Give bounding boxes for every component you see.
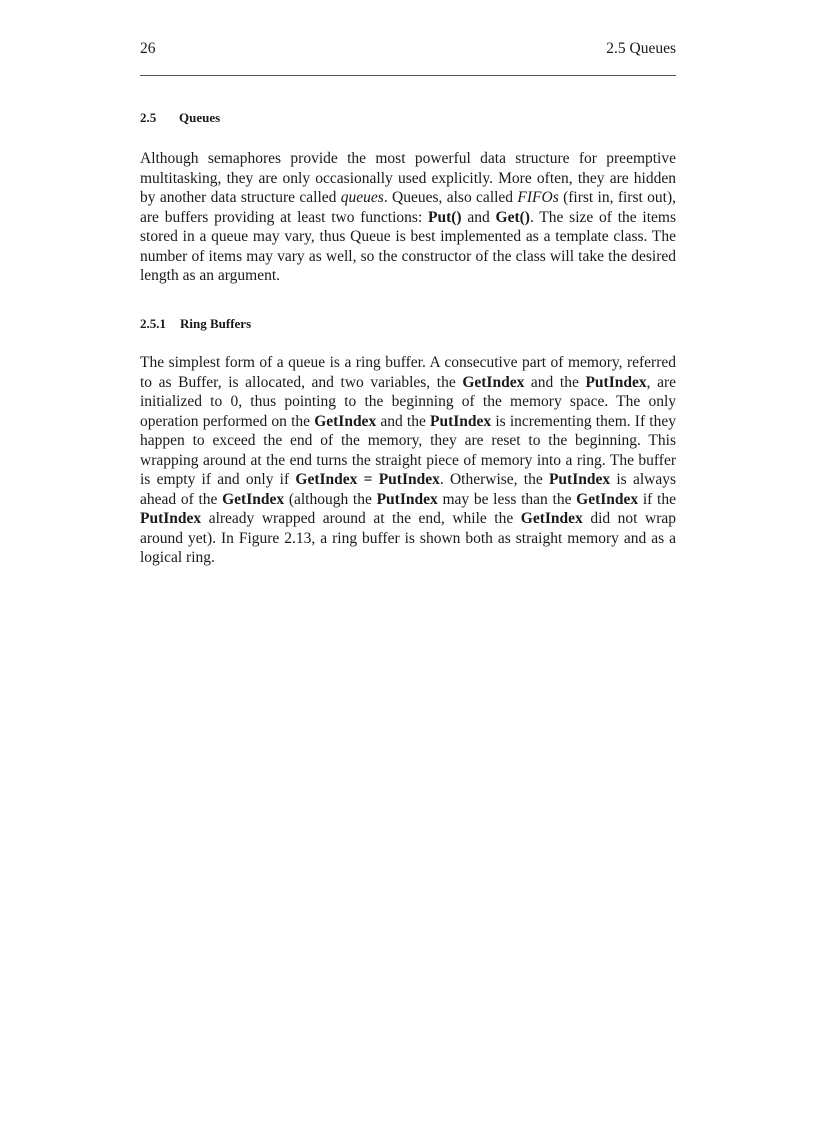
bold-term: GetIndex <box>576 490 639 508</box>
subsection-number: 2.5.1 <box>140 316 166 331</box>
subsection-title: Ring Buffers <box>180 316 252 331</box>
paragraph-text: if the <box>638 490 676 508</box>
bold-term: GetIndex <box>314 412 377 430</box>
italic-term: FIFOs <box>517 189 559 206</box>
bold-term: PutIndex <box>548 471 611 488</box>
section-heading <box>140 110 220 126</box>
paragraph-text: already wrapped around at the end, while the <box>201 510 521 527</box>
subsection-paragraph <box>140 353 676 568</box>
subsection-heading <box>140 316 251 332</box>
bold-term: PutIndex <box>376 490 438 508</box>
running-header <box>140 40 676 62</box>
section-title: Queues <box>179 110 221 125</box>
paragraph-text: and the <box>524 373 586 391</box>
paragraph-text: may be less than the <box>437 490 577 508</box>
bold-term: GetIndex <box>222 490 285 508</box>
paragraph-text: did not wrap around yet). In Figure 2.13, a ring buffer is shown both as straight memory and as a logical ring. <box>140 510 676 566</box>
section-paragraph <box>140 149 676 286</box>
bold-term: Get() <box>495 208 530 226</box>
section-number: 2.5 <box>140 110 157 125</box>
bold-term: GetIndex = PutIndex <box>295 471 440 488</box>
bold-term: Put() <box>428 208 462 226</box>
paragraph-text: (although the <box>284 490 377 508</box>
paragraph-text: . The size of the items stored in a queue may vary, thus Queue is best implemented as a template class. The number of items may vary as well, so the constructor of the class will take the desired length as an argument. <box>140 208 676 284</box>
paragraph-text: and the <box>376 412 430 430</box>
header-rule <box>140 75 676 76</box>
bold-term: GetIndex <box>520 510 583 527</box>
paragraph-text: . Otherwise, the <box>439 471 549 488</box>
bold-term: PutIndex <box>140 510 202 527</box>
bold-term: PutIndex <box>585 373 647 391</box>
paragraph-text: . Queues, also called <box>383 189 518 206</box>
italic-term: queues <box>340 189 384 206</box>
paragraph-text: is incrementing them. If they happen to exceed the end of the memory, they are reset to the beginning. This wrapping around at the end turns the straight piece of memory into a ring. The buffer is empty if and only if <box>140 412 676 488</box>
paragraph-text: The simplest form of a queue is a ring buffer. A consecutive part of memory, referred to as Buffer, is allocated, and two variables, the <box>140 354 676 391</box>
running-title: 2.5 Queues <box>606 40 676 57</box>
paragraph-text: (first in, first out), are buffers providing at least two functions: <box>140 189 676 226</box>
paragraph-text: Although semaphores provide the most powerful data structure for preemptive multitasking, they are only occasionally used explicitly. More often, they are hidden by another data structure called <box>140 150 676 206</box>
paragraph-text: and <box>461 208 496 226</box>
bold-term: GetIndex <box>462 373 525 391</box>
paragraph-text: , are initialized to 0, thus pointing to the beginning of the memory space. The only operation performed on the <box>140 373 677 430</box>
paragraph-text: is always ahead of the <box>140 471 676 508</box>
bold-term: PutIndex <box>430 412 492 430</box>
page-number: 26 <box>140 40 156 57</box>
